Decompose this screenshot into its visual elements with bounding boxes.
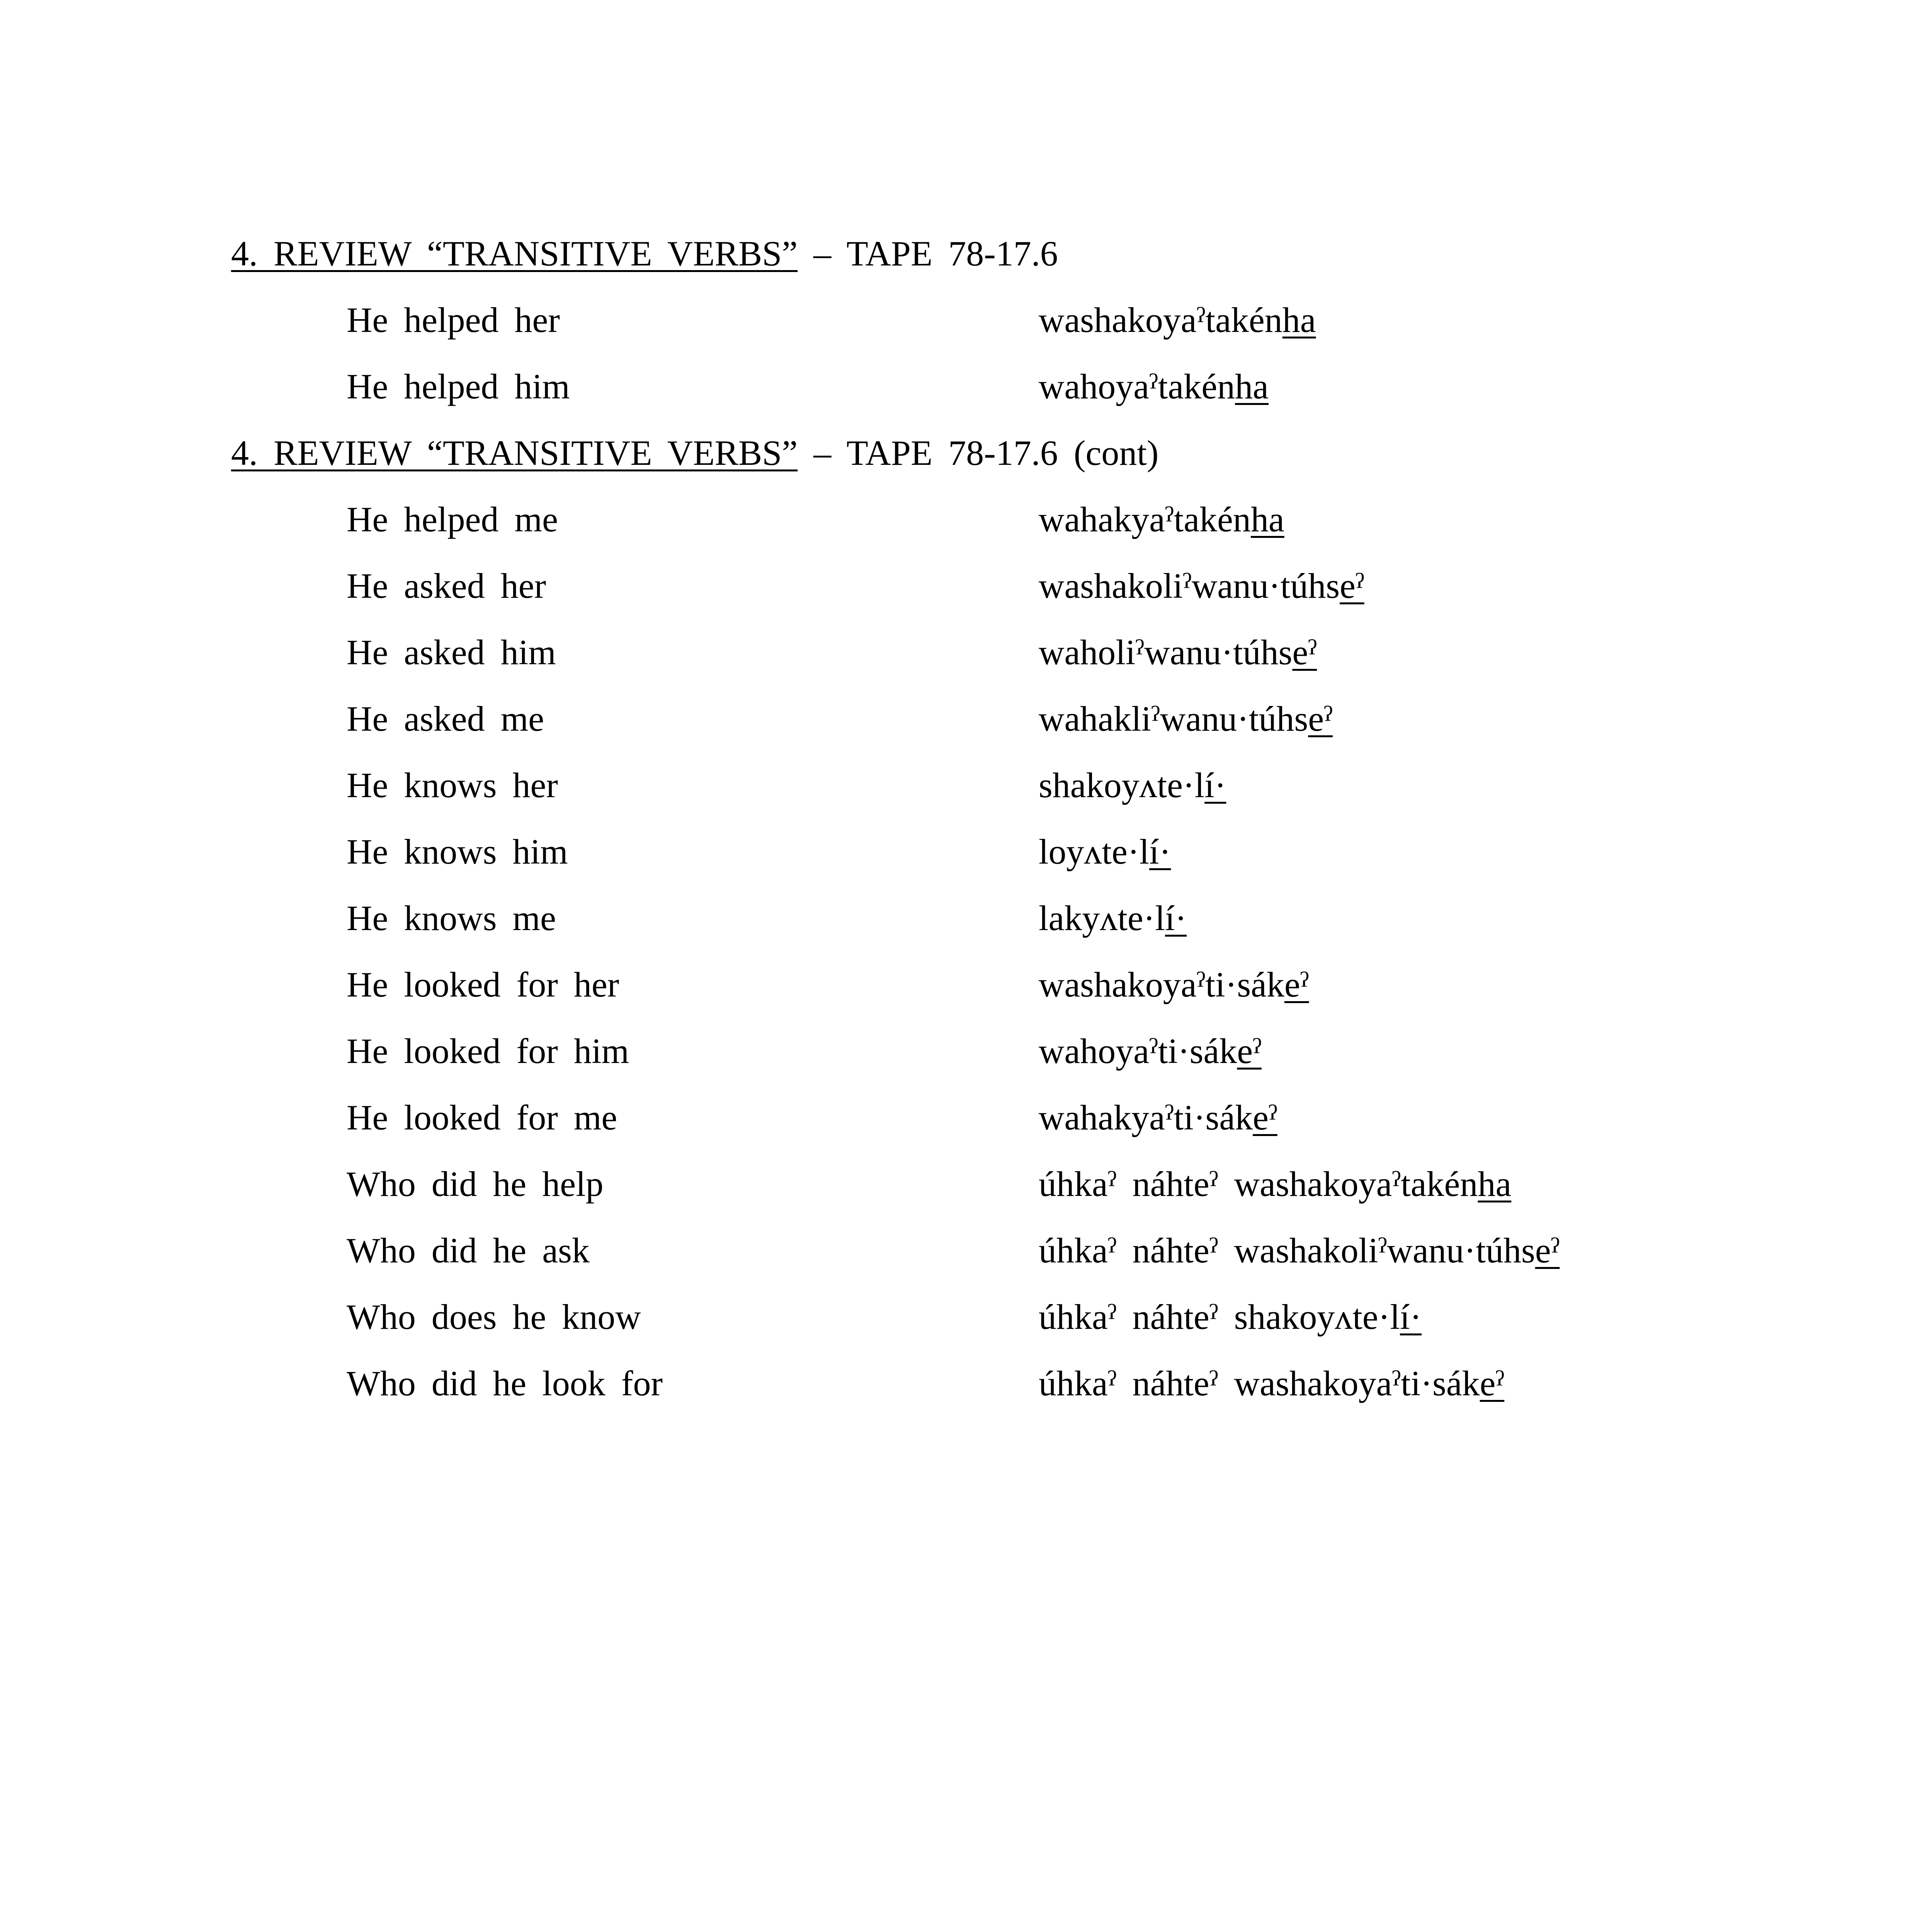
section-title: 4. REVIEW “TRANSITIVE VERBS” (231, 433, 798, 473)
oneida-translation (1039, 498, 1284, 541)
english-phrase: He asked her (347, 566, 546, 605)
oneida-text: wahoyaˀtakén (1039, 367, 1235, 406)
oneida-underlined-ending: ha (1478, 1164, 1512, 1204)
section-heading (231, 232, 1058, 275)
oneida-translation (1039, 897, 1187, 939)
oneida-text: waholiˀwanu·túhs (1039, 633, 1293, 672)
english-phrase: He helped me (347, 500, 558, 539)
english-phrase: He knows me (347, 898, 556, 938)
oneida-text: washakoliˀwanu·túhs (1039, 566, 1340, 605)
oneida-underlined-ending: í· (1400, 1297, 1422, 1337)
oneida-underlined-ending: í· (1204, 765, 1226, 805)
oneida-underlined-ending: eˀ (1535, 1231, 1560, 1270)
oneida-text: lakyʌte·l (1039, 898, 1165, 938)
oneida-underlined-ending: ha (1282, 300, 1316, 340)
oneida-translation (1039, 299, 1316, 341)
oneida-text: úhkaˀ náhteˀ washakoliˀwanu·túhs (1039, 1231, 1535, 1270)
oneida-text: wahakliˀwanu·túhs (1039, 699, 1308, 738)
oneida-translation (1039, 830, 1171, 873)
oneida-translation (1039, 1296, 1422, 1338)
oneida-text: washakoyaˀtakén (1039, 300, 1282, 340)
english-phrase: Who does he know (347, 1297, 641, 1337)
english-phrase: He looked for me (347, 1098, 617, 1137)
oneida-text: úhkaˀ náhteˀ washakoyaˀtakén (1039, 1164, 1478, 1204)
oneida-underlined-ending: í· (1165, 898, 1187, 938)
english-phrase: Who did he help (347, 1164, 604, 1204)
oneida-text: shakoyʌte·l (1039, 765, 1205, 805)
oneida-text: úhkaˀ náhteˀ shakoyʌte·l (1039, 1297, 1400, 1337)
oneida-text: wahoyaˀti·sák (1039, 1031, 1237, 1071)
oneida-translation (1039, 1362, 1504, 1405)
oneida-translation (1039, 1163, 1511, 1205)
english-phrase: He looked for her (347, 965, 619, 1004)
english-phrase: He asked me (347, 699, 544, 738)
oneida-underlined-ending: í· (1149, 832, 1171, 871)
oneida-translation (1039, 365, 1269, 408)
section-tape-reference: – TAPE 78-17.6 (cont) (798, 433, 1159, 473)
oneida-translation (1039, 764, 1226, 806)
section-heading (231, 432, 1159, 474)
english-phrase: Who did he ask (347, 1231, 590, 1270)
section-title: 4. REVIEW “TRANSITIVE VERBS” (231, 234, 798, 273)
oneida-translation (1039, 1096, 1277, 1139)
english-phrase: He knows her (347, 765, 558, 805)
english-phrase: He asked him (347, 633, 556, 672)
oneida-translation (1039, 963, 1309, 1006)
section-tape-reference: – TAPE 78-17.6 (798, 234, 1058, 273)
oneida-text: washakoyaˀti·sák (1039, 965, 1284, 1004)
oneida-underlined-ending: ha (1235, 367, 1269, 406)
oneida-underlined-ending: eˀ (1237, 1031, 1262, 1071)
oneida-translation (1039, 697, 1333, 740)
english-phrase: Who did he look for (347, 1364, 663, 1403)
oneida-text: loyʌte·l (1039, 832, 1150, 871)
oneida-text: wahakyaˀti·sák (1039, 1098, 1253, 1137)
oneida-text: úhkaˀ náhteˀ washakoyaˀti·sák (1039, 1364, 1480, 1403)
oneida-underlined-ending: eˀ (1308, 699, 1333, 738)
oneida-underlined-ending: eˀ (1480, 1364, 1505, 1403)
oneida-underlined-ending: eˀ (1340, 566, 1364, 605)
oneida-translation (1039, 631, 1317, 673)
english-phrase: He looked for him (347, 1031, 629, 1071)
oneida-translation (1039, 1229, 1560, 1272)
oneida-text: wahakyaˀtakén (1039, 500, 1251, 539)
english-phrase: He helped her (347, 300, 560, 340)
oneida-underlined-ending: eˀ (1284, 965, 1309, 1004)
oneida-underlined-ending: eˀ (1292, 633, 1317, 672)
oneida-translation (1039, 565, 1364, 607)
english-phrase: He knows him (347, 832, 568, 871)
oneida-translation (1039, 1030, 1262, 1072)
oneida-underlined-ending: eˀ (1253, 1098, 1277, 1137)
oneida-underlined-ending: ha (1251, 500, 1284, 539)
english-phrase: He helped him (347, 367, 570, 406)
